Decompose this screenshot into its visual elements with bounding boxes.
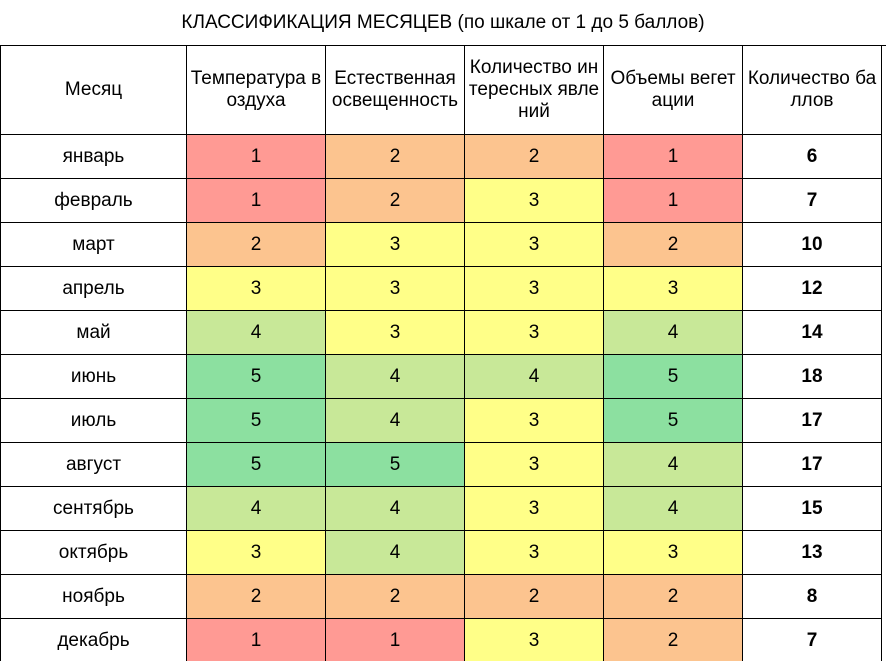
month-cell[interactable]: декабрь	[1, 619, 187, 661]
light-cell[interactable]: 1	[326, 619, 465, 661]
total-cell[interactable]: 17	[743, 399, 882, 443]
table-row	[1, 443, 882, 487]
light-cell[interactable]: 4	[326, 399, 465, 443]
header-row	[1, 46, 882, 135]
temperature-cell[interactable]: 1	[187, 619, 326, 661]
table-title: КЛАССИФИКАЦИЯ МЕСЯЦЕВ (по шкале от 1 до 5 баллов)	[177, 12, 708, 33]
light-cell[interactable]: 3	[326, 311, 465, 355]
phenomena-cell[interactable]: 3	[465, 179, 604, 223]
phenomena-cell[interactable]: 3	[465, 311, 604, 355]
light-cell[interactable]: 2	[326, 135, 465, 179]
classification-table	[0, 45, 882, 661]
light-cell[interactable]: 2	[326, 575, 465, 619]
vegetation-cell[interactable]: 4	[604, 487, 743, 531]
table-title-cell[interactable]	[0, 0, 886, 45]
light-cell[interactable]: 3	[326, 267, 465, 311]
table-row	[1, 311, 882, 355]
month-cell[interactable]: сентябрь	[1, 487, 187, 531]
table-row	[1, 575, 882, 619]
phenomena-cell[interactable]: 3	[465, 443, 604, 487]
table-row	[1, 619, 882, 661]
phenomena-cell[interactable]: 3	[465, 399, 604, 443]
vegetation-cell[interactable]: 4	[604, 443, 743, 487]
total-cell[interactable]: 13	[743, 531, 882, 575]
temperature-cell[interactable]: 3	[187, 531, 326, 575]
total-cell[interactable]: 15	[743, 487, 882, 531]
phenomena-cell[interactable]: 3	[465, 487, 604, 531]
total-cell[interactable]: 14	[743, 311, 882, 355]
month-cell[interactable]: май	[1, 311, 187, 355]
month-cell[interactable]: июль	[1, 399, 187, 443]
vegetation-cell[interactable]: 2	[604, 223, 743, 267]
phenomena-cell[interactable]: 2	[465, 575, 604, 619]
total-cell[interactable]: 17	[743, 443, 882, 487]
temperature-cell[interactable]: 5	[187, 399, 326, 443]
vegetation-cell[interactable]: 5	[604, 355, 743, 399]
vegetation-cell[interactable]: 3	[604, 531, 743, 575]
header-temperature[interactable]: Температура воздуха	[187, 46, 326, 135]
temperature-cell[interactable]: 4	[187, 311, 326, 355]
vegetation-cell[interactable]: 2	[604, 575, 743, 619]
table-row	[1, 267, 882, 311]
table-row	[1, 179, 882, 223]
vegetation-cell[interactable]: 4	[604, 311, 743, 355]
table-row	[1, 355, 882, 399]
temperature-cell[interactable]: 3	[187, 267, 326, 311]
total-cell[interactable]: 6	[743, 135, 882, 179]
vegetation-cell[interactable]: 5	[604, 399, 743, 443]
table-row	[1, 223, 882, 267]
total-cell[interactable]: 12	[743, 267, 882, 311]
light-cell[interactable]: 3	[326, 223, 465, 267]
vegetation-cell[interactable]: 2	[604, 619, 743, 661]
temperature-cell[interactable]: 1	[187, 179, 326, 223]
phenomena-cell[interactable]: 3	[465, 619, 604, 661]
vegetation-cell[interactable]: 1	[604, 179, 743, 223]
light-cell[interactable]: 2	[326, 179, 465, 223]
total-cell[interactable]: 8	[743, 575, 882, 619]
vegetation-cell[interactable]: 3	[604, 267, 743, 311]
temperature-cell[interactable]: 5	[187, 355, 326, 399]
phenomena-cell[interactable]: 3	[465, 223, 604, 267]
month-cell[interactable]: январь	[1, 135, 187, 179]
temperature-cell[interactable]: 5	[187, 443, 326, 487]
month-cell[interactable]: апрель	[1, 267, 187, 311]
light-cell[interactable]: 5	[326, 443, 465, 487]
temperature-cell[interactable]: 2	[187, 575, 326, 619]
temperature-cell[interactable]: 1	[187, 135, 326, 179]
table-row	[1, 135, 882, 179]
total-cell[interactable]: 10	[743, 223, 882, 267]
light-cell[interactable]: 4	[326, 531, 465, 575]
phenomena-cell[interactable]: 3	[465, 531, 604, 575]
vegetation-cell[interactable]: 1	[604, 135, 743, 179]
phenomena-cell[interactable]: 4	[465, 355, 604, 399]
month-cell[interactable]: октябрь	[1, 531, 187, 575]
month-cell[interactable]: июнь	[1, 355, 187, 399]
table-row	[1, 531, 882, 575]
total-cell[interactable]: 7	[743, 619, 882, 661]
month-cell[interactable]: август	[1, 443, 187, 487]
month-cell[interactable]: март	[1, 223, 187, 267]
phenomena-cell[interactable]: 3	[465, 267, 604, 311]
temperature-cell[interactable]: 2	[187, 223, 326, 267]
table-row	[1, 399, 882, 443]
temperature-cell[interactable]: 4	[187, 487, 326, 531]
light-cell[interactable]: 4	[326, 355, 465, 399]
phenomena-cell[interactable]: 2	[465, 135, 604, 179]
header-phenomena[interactable]: Количество интересных явлений	[465, 46, 604, 135]
month-cell[interactable]: февраль	[1, 179, 187, 223]
header-month[interactable]: Месяц	[1, 46, 187, 135]
header-vegetation[interactable]: Объемы вегетации	[604, 46, 743, 135]
total-cell[interactable]: 7	[743, 179, 882, 223]
table-row	[1, 487, 882, 531]
header-light[interactable]: Естественная освещенность	[326, 46, 465, 135]
header-total[interactable]: Количество баллов	[743, 46, 882, 135]
month-cell[interactable]: ноябрь	[1, 575, 187, 619]
light-cell[interactable]: 4	[326, 487, 465, 531]
total-cell[interactable]: 18	[743, 355, 882, 399]
